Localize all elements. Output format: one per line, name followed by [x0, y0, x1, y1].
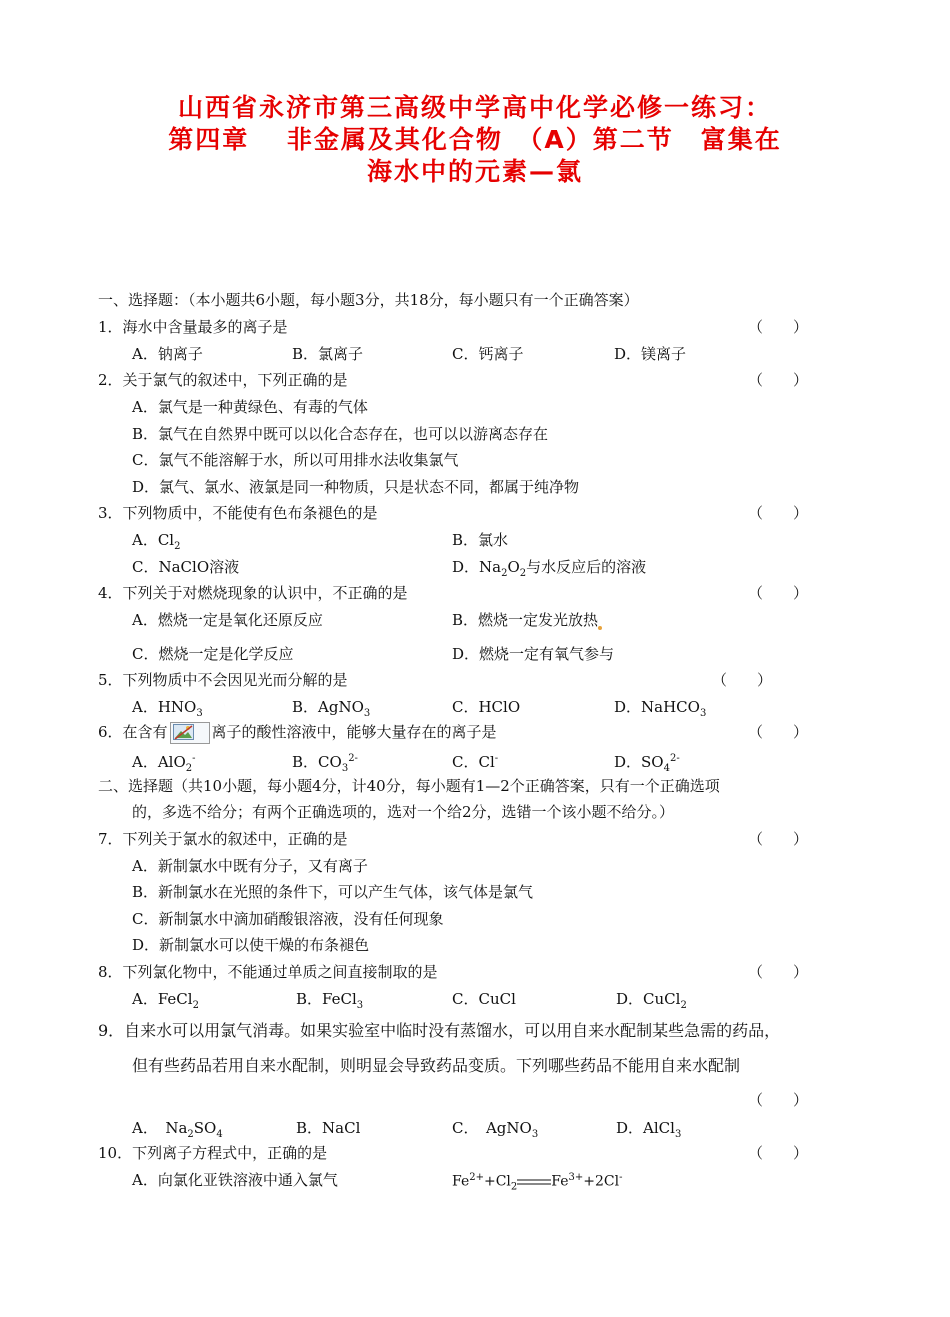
q5-stem: 5．下列物质中不会因见光而分解的是 — [98, 671, 348, 689]
q7-option-b: B．新制氯水在光照的条件下，可以产生气体，该气体是氯气 — [132, 883, 534, 901]
q1-option-d: D．镁离子 — [614, 345, 687, 363]
q4-option-a: A．燃烧一定是氧化还原反应 — [132, 611, 323, 629]
q6-option-a: A．AlO$_2$- — [132, 753, 196, 774]
q8-answer-paren: （ ） — [748, 963, 809, 981]
q9-answer-paren: （ ） — [748, 1091, 809, 1109]
q6-stem: 6．在含有 离子的酸性溶液中，能够大量存在的离子是 — [98, 722, 497, 744]
q4-answer-paren: （ ） — [748, 584, 809, 602]
q7-option-a: A．新制氯水中既有分子，又有离子 — [132, 857, 368, 875]
q2-option-b: B．氯气在自然界中既可以以化合态存在，也可以以游离态存在 — [132, 425, 549, 443]
q3-option-d: D．$Na_2O_2$与水反应后的溶液 — [452, 558, 647, 579]
q3-option-b: B．氯水 — [452, 531, 509, 549]
q4-option-c: C．燃烧一定是化学反应 — [132, 645, 294, 663]
q2-option-d: D．氯气、氯水、液氯是同一种物质，只是状态不同，都属于纯净物 — [132, 478, 580, 496]
q10-option-a: A．向氯化亚铁溶液中通入氯气 — [132, 1171, 338, 1189]
q9-option-d: D．AlCl$_3$ — [616, 1119, 682, 1140]
q7-option-c: C．新制氯水中滴加硝酸银溶液，没有任何现象 — [132, 910, 444, 928]
title-line-1: 山西省永济市第三高级中学高中化学必修一练习： — [177, 93, 772, 122]
q4-stem: 4．下列关于对燃烧现象的认识中，不正确的是 — [98, 584, 408, 602]
q5-option-a: A．$HNO_3$ — [132, 698, 203, 719]
q5-option-d: D．NaHCO$_3$ — [614, 698, 707, 719]
q5-answer-paren: （ ） — [712, 671, 773, 689]
q10-answer-paren: （ ） — [748, 1144, 809, 1162]
q9-stem-line-1: 9．自来水可以用氯气消毒。如果实验室中临时没有蒸馏水，可以用自来水配制某些急需的药品， — [98, 1021, 781, 1040]
q9-option-c: C． AgNO$_3$ — [452, 1119, 539, 1140]
q4-option-b: B．燃烧一定发光放热 — [452, 610, 602, 630]
q3-stem: 3．下列物质中，不能使有色布条褪色的是 — [98, 504, 378, 522]
q9-stem-line-2: 但有些药品若用自来水配制，则明显会导致药品变质。下列哪些药品不能用自来水配制 — [132, 1056, 741, 1075]
q8-option-c: C．CuCl — [452, 990, 516, 1008]
q2-stem: 2．关于氯气的叙述中，下列正确的是 — [98, 371, 348, 389]
q8-option-d: D．CuCl$_2$ — [616, 990, 687, 1011]
q4-option-d: D．燃烧一定有氧气参与 — [452, 645, 615, 663]
title-line-3: 海水中的元素—氯 — [366, 157, 583, 186]
q10-option-a-equation: $Fe^{2+}+Cl_2$ $Fe^{3+}+2Cl^-$ — [452, 1172, 623, 1193]
q6-option-b: B．$CO_3^{2-}$ — [292, 753, 358, 774]
q6-option-c: C．Cl- — [452, 753, 499, 771]
title-line-2: 第四章 非金属及其化合物 （A）第二节 富集在 — [168, 125, 782, 154]
q1-option-b: B．氯离子 — [292, 345, 364, 363]
broken-image-icon — [170, 722, 210, 744]
section-2-heading-line-1: 二、选择题（共10小题，每小题4分，计40分，每小题有1—2个正确答案，只有一个正确选项 — [98, 777, 720, 795]
q2-answer-paren: （ ） — [748, 371, 809, 389]
q3-option-a: A．$Cl_2$ — [132, 531, 181, 552]
document-title — [60, 92, 890, 188]
q3-answer-paren: （ ） — [748, 504, 809, 522]
q9-option-a: A． $Na_2SO_4$ — [132, 1119, 223, 1140]
q5-option-b: B．AgNO$_3$ — [292, 698, 371, 719]
q9-option-b: B．NaCl — [296, 1119, 361, 1137]
q5-option-c: C．HClO — [452, 698, 521, 716]
section-2-heading-line-2: 的，多选不给分；有两个正确选项的，选对一个给2分，选错一个该小题不给分。） — [132, 803, 675, 821]
section-1-heading: 一、选择题：（本小题共6小题，每小题3分，共18分，每小题只有一个正确答案） — [98, 291, 639, 309]
q7-stem: 7．下列关于氯水的叙述中，正确的是 — [98, 830, 348, 848]
q3-option-c: C．NaClO溶液 — [132, 558, 240, 576]
q1-stem: 1．海水中含量最多的离子是 — [98, 318, 288, 336]
q6-answer-paren: （ ） — [748, 723, 809, 741]
q1-option-c: C．钙离子 — [452, 345, 524, 363]
q7-option-d: D．新制氯水可以使干燥的布条褪色 — [132, 936, 370, 954]
q2-option-c: C．氯气不能溶解于水，所以可用排水法收集氯气 — [132, 451, 459, 469]
q8-stem: 8．下列氯化物中，不能通过单质之间直接制取的是 — [98, 963, 438, 981]
q2-option-a: A．氯气是一种黄绿色、有毒的气体 — [132, 398, 368, 416]
q7-answer-paren: （ ） — [748, 830, 809, 848]
q1-answer-paren: （ ） — [748, 318, 809, 336]
q10-stem: 10．下列离子方程式中，正确的是 — [98, 1144, 328, 1162]
q8-option-a: A．FeCl$_2$ — [132, 990, 199, 1011]
q8-option-b: B．FeCl$_3$ — [296, 990, 364, 1011]
anchor-marker-icon — [598, 626, 602, 630]
q1-option-a: A．钠离子 — [132, 345, 203, 363]
q6-option-d: D．$SO_4^{2-}$ — [614, 753, 680, 774]
equals-sign-icon — [517, 1178, 551, 1186]
